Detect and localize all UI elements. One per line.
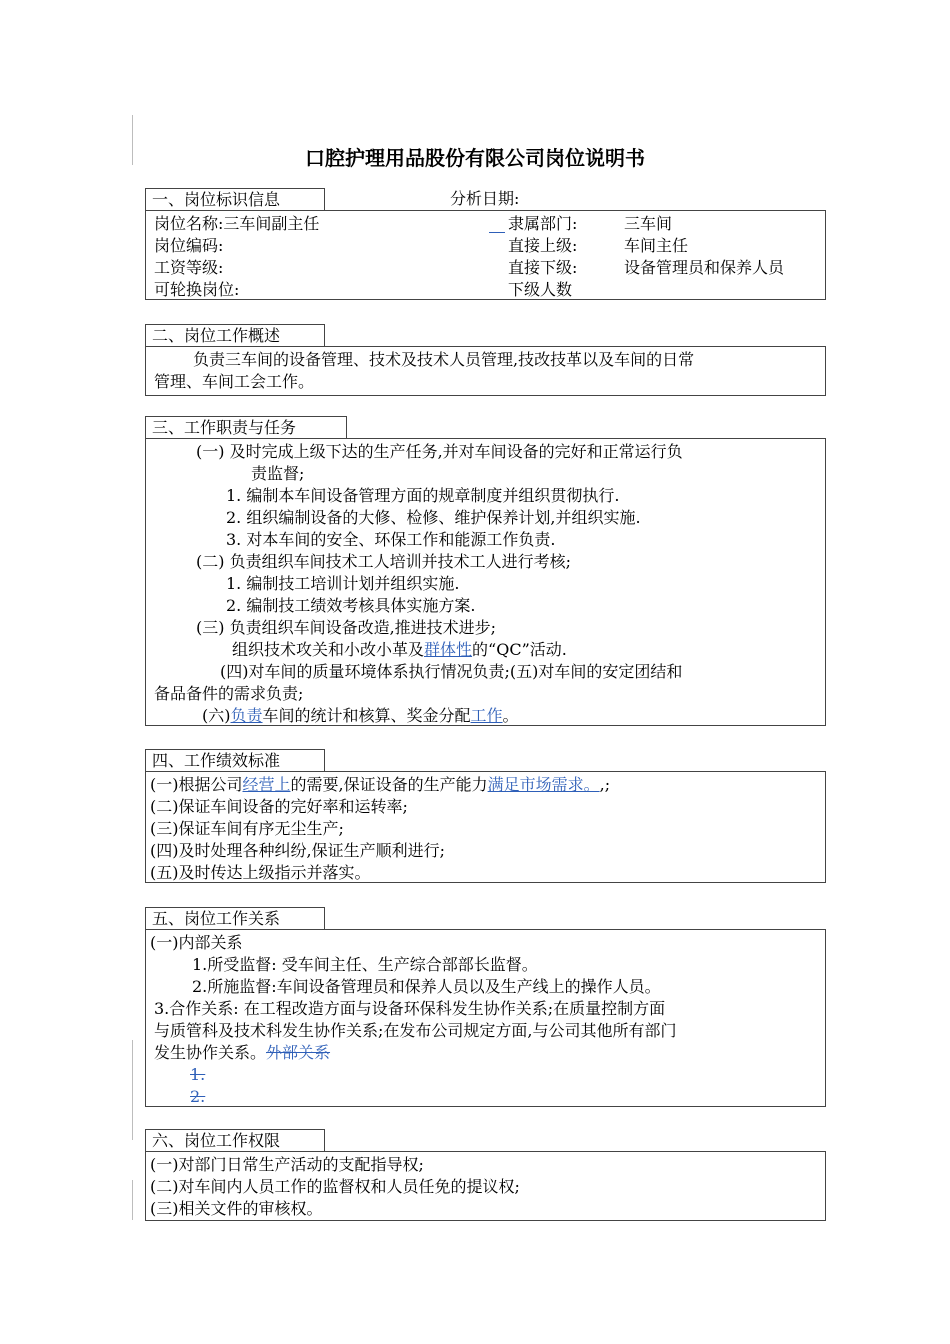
subordinate-value: 设备管理员和保养人员 [624, 258, 785, 277]
post-code: 岗位编码: [154, 236, 224, 255]
subordinate-count-label: 下级人数 [508, 280, 573, 299]
duty-3-detail-end: 的“QC”活动. [472, 640, 567, 659]
relation-supervised-by: 1.所受监督: 受车间主任、生产综合部部长监督。 [192, 955, 538, 974]
section-2-header: 二、岗位工作概述 [145, 324, 325, 347]
revision-mark [489, 232, 505, 233]
relation-supervises: 2.所施监督:车间设备管理员和保养人员以及生产线上的操作人员。 [192, 977, 661, 996]
dept-value: 三车间 [624, 214, 673, 233]
section-4-box [145, 771, 826, 883]
duty-6-text: 车间的统计和核算、奖金分配 [262, 706, 471, 725]
post-name: 岗位名称:三车间副主任 [154, 214, 320, 233]
duty-2-item-2: 2. 编制技工绩效考核具体实施方案. [226, 596, 476, 615]
responsible-link[interactable]: 负责 [230, 706, 263, 725]
duty-6-end: 。 [502, 706, 519, 725]
relation-cooperation-3 [154, 1042, 330, 1064]
market-link[interactable]: 满足市场需求。 [487, 775, 600, 794]
relation-cooperation-3-text: 发生协作关系。 [154, 1043, 267, 1062]
authority-1: (一)对部门日常生产活动的支配指导权; [150, 1155, 424, 1174]
duty-6-prefix: (六) [202, 706, 231, 725]
relation-cooperation-1: 3.合作关系: 在工程改造方面与设备环保科发生协作关系;在质量控制方面 [154, 999, 666, 1018]
authority-3: (三)相关文件的审核权。 [150, 1199, 323, 1218]
deleted-item-2: 2. [190, 1087, 206, 1106]
duty-3-detail [232, 639, 567, 661]
rotation-post: 可轮换岗位: [154, 280, 240, 299]
section-1-box [145, 210, 826, 300]
kpi-1-end: ,; [599, 775, 611, 794]
section-1-header: 一、岗位标识信息 [145, 188, 325, 211]
margin-line [132, 1180, 133, 1220]
kpi-2: (二)保证车间设备的完好率和运转率; [150, 797, 408, 816]
section-5-box [145, 929, 826, 1107]
summary-line-1: 负责三车间的设备管理、技术及技术人员管理,技改技革以及车间的日常 [193, 350, 695, 369]
relation-cooperation-2: 与质管科及技术科发生协作关系;在发布公司规定方面,与公司其他所有部门 [154, 1021, 677, 1040]
duty-1: (一) 及时完成上级下达的生产任务,并对车间设备的完好和正常运行负 [196, 442, 683, 461]
section-5-header: 五、岗位工作关系 [145, 907, 325, 930]
section-4-header: 四、工作绩效标准 [145, 749, 325, 772]
kpi-1-mid: 的需要,保证设备的生产能力 [290, 775, 488, 794]
summary-line-2: 管理、车间工会工作。 [154, 372, 315, 391]
business-link[interactable]: 经营上 [242, 775, 291, 794]
duty-1-cont: 责监督; [251, 464, 305, 483]
duty-1-item-3: 3. 对本车间的安全、环保工作和能源工作负责. [226, 530, 556, 549]
relation-internal: (一)内部关系 [150, 933, 243, 952]
deleted-item-1: 1. [190, 1065, 206, 1084]
page-title: 口腔护理用品股份有限公司岗位说明书 [305, 146, 645, 170]
analysis-date-label: 分析日期: [450, 189, 520, 208]
duty-5-cont: 备品备件的需求负责; [154, 684, 304, 703]
duty-4-5: (四)对车间的质量环境体系执行情况负责;(五)对车间的安定团结和 [220, 662, 683, 681]
work-link[interactable]: 工作 [470, 706, 503, 725]
salary-grade: 工资等级: [154, 258, 224, 277]
superior-value: 车间主任 [624, 236, 689, 255]
qc-link[interactable]: 群体性 [424, 640, 473, 659]
duty-6 [202, 705, 519, 727]
section-3-box [145, 438, 826, 726]
duty-3-detail-text: 组织技术攻关和小改小革及 [232, 640, 425, 659]
duty-2: (二) 负责组织车间技术工人培训并技术工人进行考核; [196, 552, 571, 571]
dept-label: 隶属部门: [508, 214, 578, 233]
section-2-box [145, 346, 826, 396]
kpi-5: (五)及时传达上级指示并落实。 [150, 863, 371, 882]
subordinate-label: 直接下级: [508, 258, 578, 277]
duty-2-item-1: 1. 编制技工培训计划并组织实施. [226, 574, 460, 593]
margin-line [132, 1040, 133, 1140]
duty-1-item-2: 2. 组织编制设备的大修、检修、维护保养计划,并组织实施. [226, 508, 641, 527]
duty-3: (三) 负责组织车间设备改造,推进技术进步; [196, 618, 497, 637]
section-3-header: 三、工作职责与任务 [145, 416, 347, 439]
superior-label: 直接上级: [508, 236, 578, 255]
kpi-4: (四)及时处理各种纠纷,保证生产顺利进行; [150, 841, 445, 860]
kpi-1 [150, 774, 610, 796]
section-6-box [145, 1151, 826, 1221]
section-6-header: 六、岗位工作权限 [145, 1129, 325, 1152]
external-relation-deleted: 外部关系 [266, 1043, 331, 1062]
kpi-1-text: (一)根据公司 [150, 775, 243, 794]
authority-2: (二)对车间内人员工作的监督权和人员任免的提议权; [150, 1177, 520, 1196]
duty-1-item-1: 1. 编制本车间设备管理方面的规章制度并组织贯彻执行. [226, 486, 620, 505]
kpi-3: (三)保证车间有序无尘生产; [150, 819, 344, 838]
